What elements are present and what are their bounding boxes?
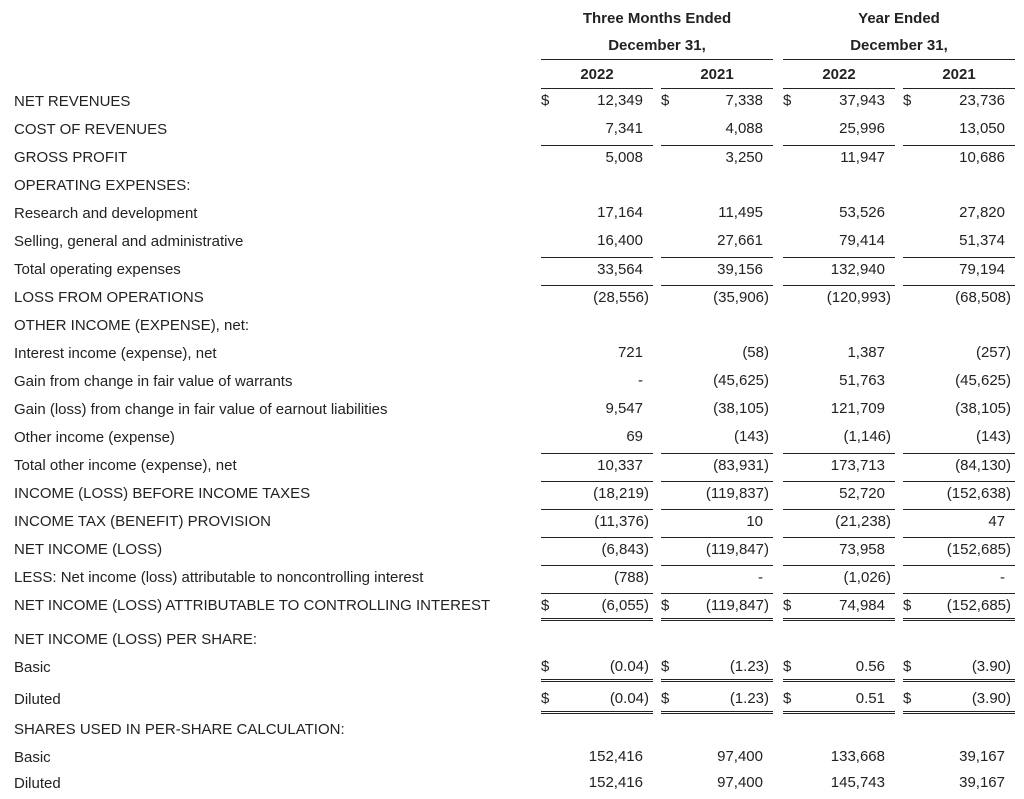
value-cell	[661, 285, 773, 310]
value-amount: 7,341	[605, 120, 643, 137]
value-amount: 17,164	[597, 204, 643, 221]
value-cell	[903, 229, 1015, 253]
value-amount: 152,416	[588, 748, 643, 765]
year-ended-line2: December 31,	[783, 32, 1015, 60]
value-cell	[903, 89, 1015, 113]
value-amount: (21,238)	[835, 513, 891, 530]
value-cell	[903, 771, 1015, 795]
statement-row	[0, 655, 1024, 681]
value-amount: (119,847)	[705, 541, 769, 558]
statement-row	[0, 201, 1024, 227]
value-cell	[661, 509, 773, 534]
value-cell	[541, 117, 653, 141]
value-amount: 27,820	[959, 204, 1005, 221]
value-amount: 173,713	[830, 457, 885, 474]
value-cell	[541, 453, 653, 478]
value-amount: (38,105)	[955, 400, 1011, 417]
value-amount: (143)	[975, 428, 1011, 445]
statement-row	[0, 369, 1024, 395]
value-cell	[661, 771, 773, 795]
value-amount: (11,376)	[594, 513, 649, 530]
value-cell	[783, 745, 895, 769]
year-col-1: 2022	[541, 61, 653, 89]
three-months-header	[541, 5, 773, 60]
row-label: INCOME TAX (BENEFIT) PROVISION	[14, 513, 271, 530]
value-amount: (152,685)	[946, 597, 1011, 614]
value-amount: (84,130)	[955, 457, 1011, 474]
value-amount: (3.90)	[971, 690, 1011, 707]
value-cell	[783, 687, 895, 714]
value-amount: 121,709	[830, 400, 885, 417]
value-amount: (120,993)	[826, 289, 891, 306]
value-cell	[541, 397, 653, 421]
value-amount: (3.90)	[971, 658, 1011, 675]
currency-symbol: $	[903, 597, 912, 614]
value-cell	[783, 341, 895, 365]
value-amount: 47	[988, 513, 1005, 530]
row-label: OTHER INCOME (EXPENSE), net:	[14, 317, 250, 334]
value-cell	[903, 201, 1015, 225]
statement-row	[0, 593, 1024, 619]
statement-row	[0, 453, 1024, 479]
value-amount: 39,167	[959, 774, 1005, 791]
row-label: COST OF REVENUES	[14, 121, 168, 138]
row-label: Gain (loss) from change in fair value of earnout liabilities	[14, 401, 388, 418]
value-amount: 0.51	[855, 690, 885, 707]
value-amount: 13,050	[959, 120, 1005, 137]
value-cell	[903, 655, 1015, 682]
value-cell	[541, 593, 653, 621]
statement-row	[0, 229, 1024, 255]
year-ended-header	[783, 5, 1015, 60]
currency-symbol: $	[541, 690, 550, 707]
value-amount: 0.56	[855, 658, 885, 675]
statement-row	[0, 509, 1024, 535]
value-cell	[903, 285, 1015, 310]
row-label: Total other income (expense), net	[14, 457, 237, 474]
value-cell	[783, 145, 895, 170]
value-amount: 11,947	[840, 149, 885, 166]
value-amount: 9,547	[605, 400, 643, 417]
value-cell	[783, 397, 895, 421]
value-amount: (1.23)	[729, 658, 769, 675]
value-cell	[903, 145, 1015, 170]
value-amount: (45,625)	[955, 372, 1011, 389]
value-cell	[661, 369, 773, 393]
value-cell	[541, 229, 653, 253]
value-cell	[661, 229, 773, 253]
value-amount: (788)	[613, 569, 649, 586]
value-cell	[783, 257, 895, 282]
value-amount: -	[758, 569, 763, 586]
value-amount: 132,940	[830, 261, 885, 278]
value-amount: (45,625)	[713, 372, 769, 389]
value-amount: 4,088	[725, 120, 763, 137]
value-amount: 7,338	[725, 92, 763, 109]
currency-symbol: $	[783, 690, 792, 707]
statement-row	[0, 687, 1024, 713]
row-label: INCOME (LOSS) BEFORE INCOME TAXES	[14, 485, 311, 502]
value-amount: (28,556)	[593, 289, 649, 306]
value-cell	[783, 565, 895, 590]
row-label: GROSS PROFIT	[14, 149, 128, 166]
value-cell	[661, 425, 773, 449]
value-cell	[541, 771, 653, 795]
value-amount: (152,685)	[946, 541, 1011, 558]
value-cell	[783, 425, 895, 449]
currency-symbol: $	[541, 92, 550, 109]
value-amount: 51,763	[839, 372, 885, 389]
row-label: Other income (expense)	[14, 429, 175, 446]
row-label: NET INCOME (LOSS) ATTRIBUTABLE TO CONTROLLING INTEREST	[14, 597, 491, 614]
value-amount: (143)	[733, 428, 769, 445]
row-label: Total operating expenses	[14, 261, 181, 278]
value-amount: (68,508)	[955, 289, 1011, 306]
value-cell	[783, 229, 895, 253]
year-col-4: 2021	[903, 61, 1015, 89]
currency-symbol: $	[903, 690, 912, 707]
value-amount: 25,996	[839, 120, 885, 137]
value-cell	[903, 745, 1015, 769]
value-amount: 145,743	[830, 774, 885, 791]
year-col-2: 2021	[661, 61, 773, 89]
value-cell	[541, 257, 653, 282]
row-label: OPERATING EXPENSES:	[14, 177, 191, 194]
value-cell	[661, 655, 773, 682]
value-cell	[661, 201, 773, 225]
value-amount: 69	[626, 428, 643, 445]
statement-row	[0, 565, 1024, 591]
value-cell	[661, 257, 773, 282]
value-amount: 37,943	[839, 92, 885, 109]
value-cell	[541, 341, 653, 365]
value-cell	[541, 285, 653, 310]
value-amount: (119,837)	[705, 485, 769, 502]
value-cell	[903, 341, 1015, 365]
value-cell	[903, 593, 1015, 621]
three-months-line1: Three Months Ended	[582, 10, 732, 27]
value-amount: (6,055)	[601, 597, 649, 614]
year-col-3: 2022	[783, 61, 895, 89]
value-cell	[783, 593, 895, 621]
value-amount: 97,400	[717, 748, 763, 765]
value-cell	[903, 425, 1015, 449]
value-amount: 152,416	[588, 774, 643, 791]
row-label: Diluted	[14, 775, 61, 792]
currency-symbol: $	[903, 92, 912, 109]
value-cell	[541, 89, 653, 113]
three-months-line2: December 31,	[541, 32, 773, 60]
value-amount: 5,008	[605, 149, 643, 166]
row-label: Interest income (expense), net	[14, 345, 217, 362]
statement-row	[0, 425, 1024, 451]
value-cell	[783, 771, 895, 795]
value-cell	[783, 201, 895, 225]
value-cell	[783, 117, 895, 141]
value-amount: (1,146)	[843, 428, 891, 445]
statement-row	[0, 257, 1024, 283]
currency-symbol: $	[661, 690, 670, 707]
currency-symbol: $	[541, 597, 550, 614]
value-cell	[661, 341, 773, 365]
value-amount: 10,686	[959, 149, 1005, 166]
value-cell	[783, 369, 895, 393]
value-amount: (152,638)	[946, 485, 1011, 502]
currency-symbol: $	[661, 92, 670, 109]
value-amount: 39,167	[959, 748, 1005, 765]
row-label: NET INCOME (LOSS)	[14, 541, 163, 558]
value-cell	[541, 425, 653, 449]
statement-row	[0, 313, 1024, 339]
value-cell	[903, 509, 1015, 534]
value-amount: 74,984	[839, 597, 885, 614]
value-cell	[541, 145, 653, 170]
value-cell	[541, 481, 653, 506]
value-amount: (1,026)	[843, 569, 891, 586]
statement-row	[0, 627, 1024, 653]
row-label: LESS: Net income (loss) attributable to noncontrolling interest	[14, 569, 424, 586]
value-cell	[541, 745, 653, 769]
currency-symbol: $	[783, 658, 792, 675]
value-cell	[541, 687, 653, 714]
value-amount: 10,337	[597, 457, 643, 474]
value-cell	[903, 257, 1015, 282]
value-cell	[661, 89, 773, 113]
value-amount: (58)	[742, 344, 769, 361]
value-amount: (18,219)	[593, 485, 649, 502]
value-amount: 53,526	[839, 204, 885, 221]
value-cell	[661, 745, 773, 769]
value-amount: (35,906)	[713, 289, 769, 306]
value-cell	[903, 453, 1015, 478]
value-cell	[541, 369, 653, 393]
row-label: Diluted	[14, 691, 61, 708]
value-amount: (119,847)	[705, 597, 769, 614]
value-amount: (38,105)	[713, 400, 769, 417]
value-amount: 27,661	[717, 232, 763, 249]
currency-symbol: $	[661, 597, 670, 614]
currency-symbol: $	[541, 658, 550, 675]
statement-row	[0, 173, 1024, 199]
value-amount: 33,564	[597, 261, 643, 278]
value-amount: 3,250	[725, 149, 763, 166]
value-cell	[661, 481, 773, 506]
value-amount: -	[1000, 569, 1005, 586]
value-amount: 79,194	[959, 261, 1005, 278]
value-cell	[661, 537, 773, 562]
value-cell	[661, 145, 773, 170]
value-cell	[661, 117, 773, 141]
statement-row	[0, 285, 1024, 311]
value-cell	[661, 593, 773, 621]
value-amount: (257)	[975, 344, 1011, 361]
value-amount: -	[638, 372, 643, 389]
statement-row	[0, 717, 1024, 743]
value-amount: 23,736	[959, 92, 1005, 109]
value-cell	[903, 369, 1015, 393]
value-amount: 1,387	[847, 344, 885, 361]
value-cell	[903, 397, 1015, 421]
value-cell	[903, 117, 1015, 141]
row-label: Gain from change in fair value of warrants	[14, 373, 293, 390]
value-amount: 97,400	[717, 774, 763, 791]
value-amount: 51,374	[959, 232, 1005, 249]
statement-row	[0, 771, 1024, 797]
row-label: Research and development	[14, 205, 198, 222]
currency-symbol: $	[903, 658, 912, 675]
value-amount: 11,495	[718, 204, 763, 221]
value-cell	[783, 89, 895, 113]
value-cell	[783, 285, 895, 310]
row-label: NET INCOME (LOSS) PER SHARE:	[14, 631, 258, 648]
row-label: Basic	[14, 749, 51, 766]
year-ended-line1: Year Ended	[858, 10, 940, 27]
statement-row	[0, 397, 1024, 423]
value-amount: (83,931)	[713, 457, 769, 474]
value-cell	[903, 687, 1015, 714]
value-cell	[541, 655, 653, 682]
value-cell	[541, 201, 653, 225]
statement-row	[0, 145, 1024, 171]
value-amount: 52,720	[839, 485, 885, 502]
currency-symbol: $	[661, 658, 670, 675]
value-cell	[661, 397, 773, 421]
value-amount: 16,400	[597, 232, 643, 249]
currency-symbol: $	[783, 597, 792, 614]
value-amount: 79,414	[839, 232, 885, 249]
currency-symbol: $	[783, 92, 792, 109]
statement-row	[0, 117, 1024, 143]
statement-row	[0, 745, 1024, 771]
value-amount: 73,958	[839, 541, 885, 558]
statement-row	[0, 341, 1024, 367]
row-label: Basic	[14, 659, 51, 676]
value-cell	[903, 481, 1015, 506]
value-cell	[661, 453, 773, 478]
statement-row	[0, 89, 1024, 115]
value-cell	[541, 537, 653, 562]
value-cell	[903, 565, 1015, 590]
value-amount: 10	[746, 513, 763, 530]
statement-row	[0, 481, 1024, 507]
row-label: NET REVENUES	[14, 93, 131, 110]
value-cell	[541, 565, 653, 590]
value-cell	[661, 687, 773, 714]
row-label: LOSS FROM OPERATIONS	[14, 289, 204, 306]
row-label: Selling, general and administrative	[14, 233, 244, 250]
value-amount: (0.04)	[609, 658, 649, 675]
value-cell	[783, 655, 895, 682]
value-amount: (1.23)	[729, 690, 769, 707]
value-amount: 39,156	[717, 261, 763, 278]
value-amount: 12,349	[597, 92, 643, 109]
value-cell	[783, 453, 895, 478]
value-cell	[541, 509, 653, 534]
value-cell	[783, 509, 895, 534]
value-cell	[783, 537, 895, 562]
value-cell	[783, 481, 895, 506]
row-label: SHARES USED IN PER-SHARE CALCULATION:	[14, 721, 345, 738]
value-amount: (0.04)	[609, 690, 649, 707]
statement-row	[0, 537, 1024, 563]
value-amount: (6,843)	[601, 541, 649, 558]
value-cell	[903, 537, 1015, 562]
value-amount: 721	[617, 344, 643, 361]
value-amount: 133,668	[830, 748, 885, 765]
value-cell	[661, 565, 773, 590]
